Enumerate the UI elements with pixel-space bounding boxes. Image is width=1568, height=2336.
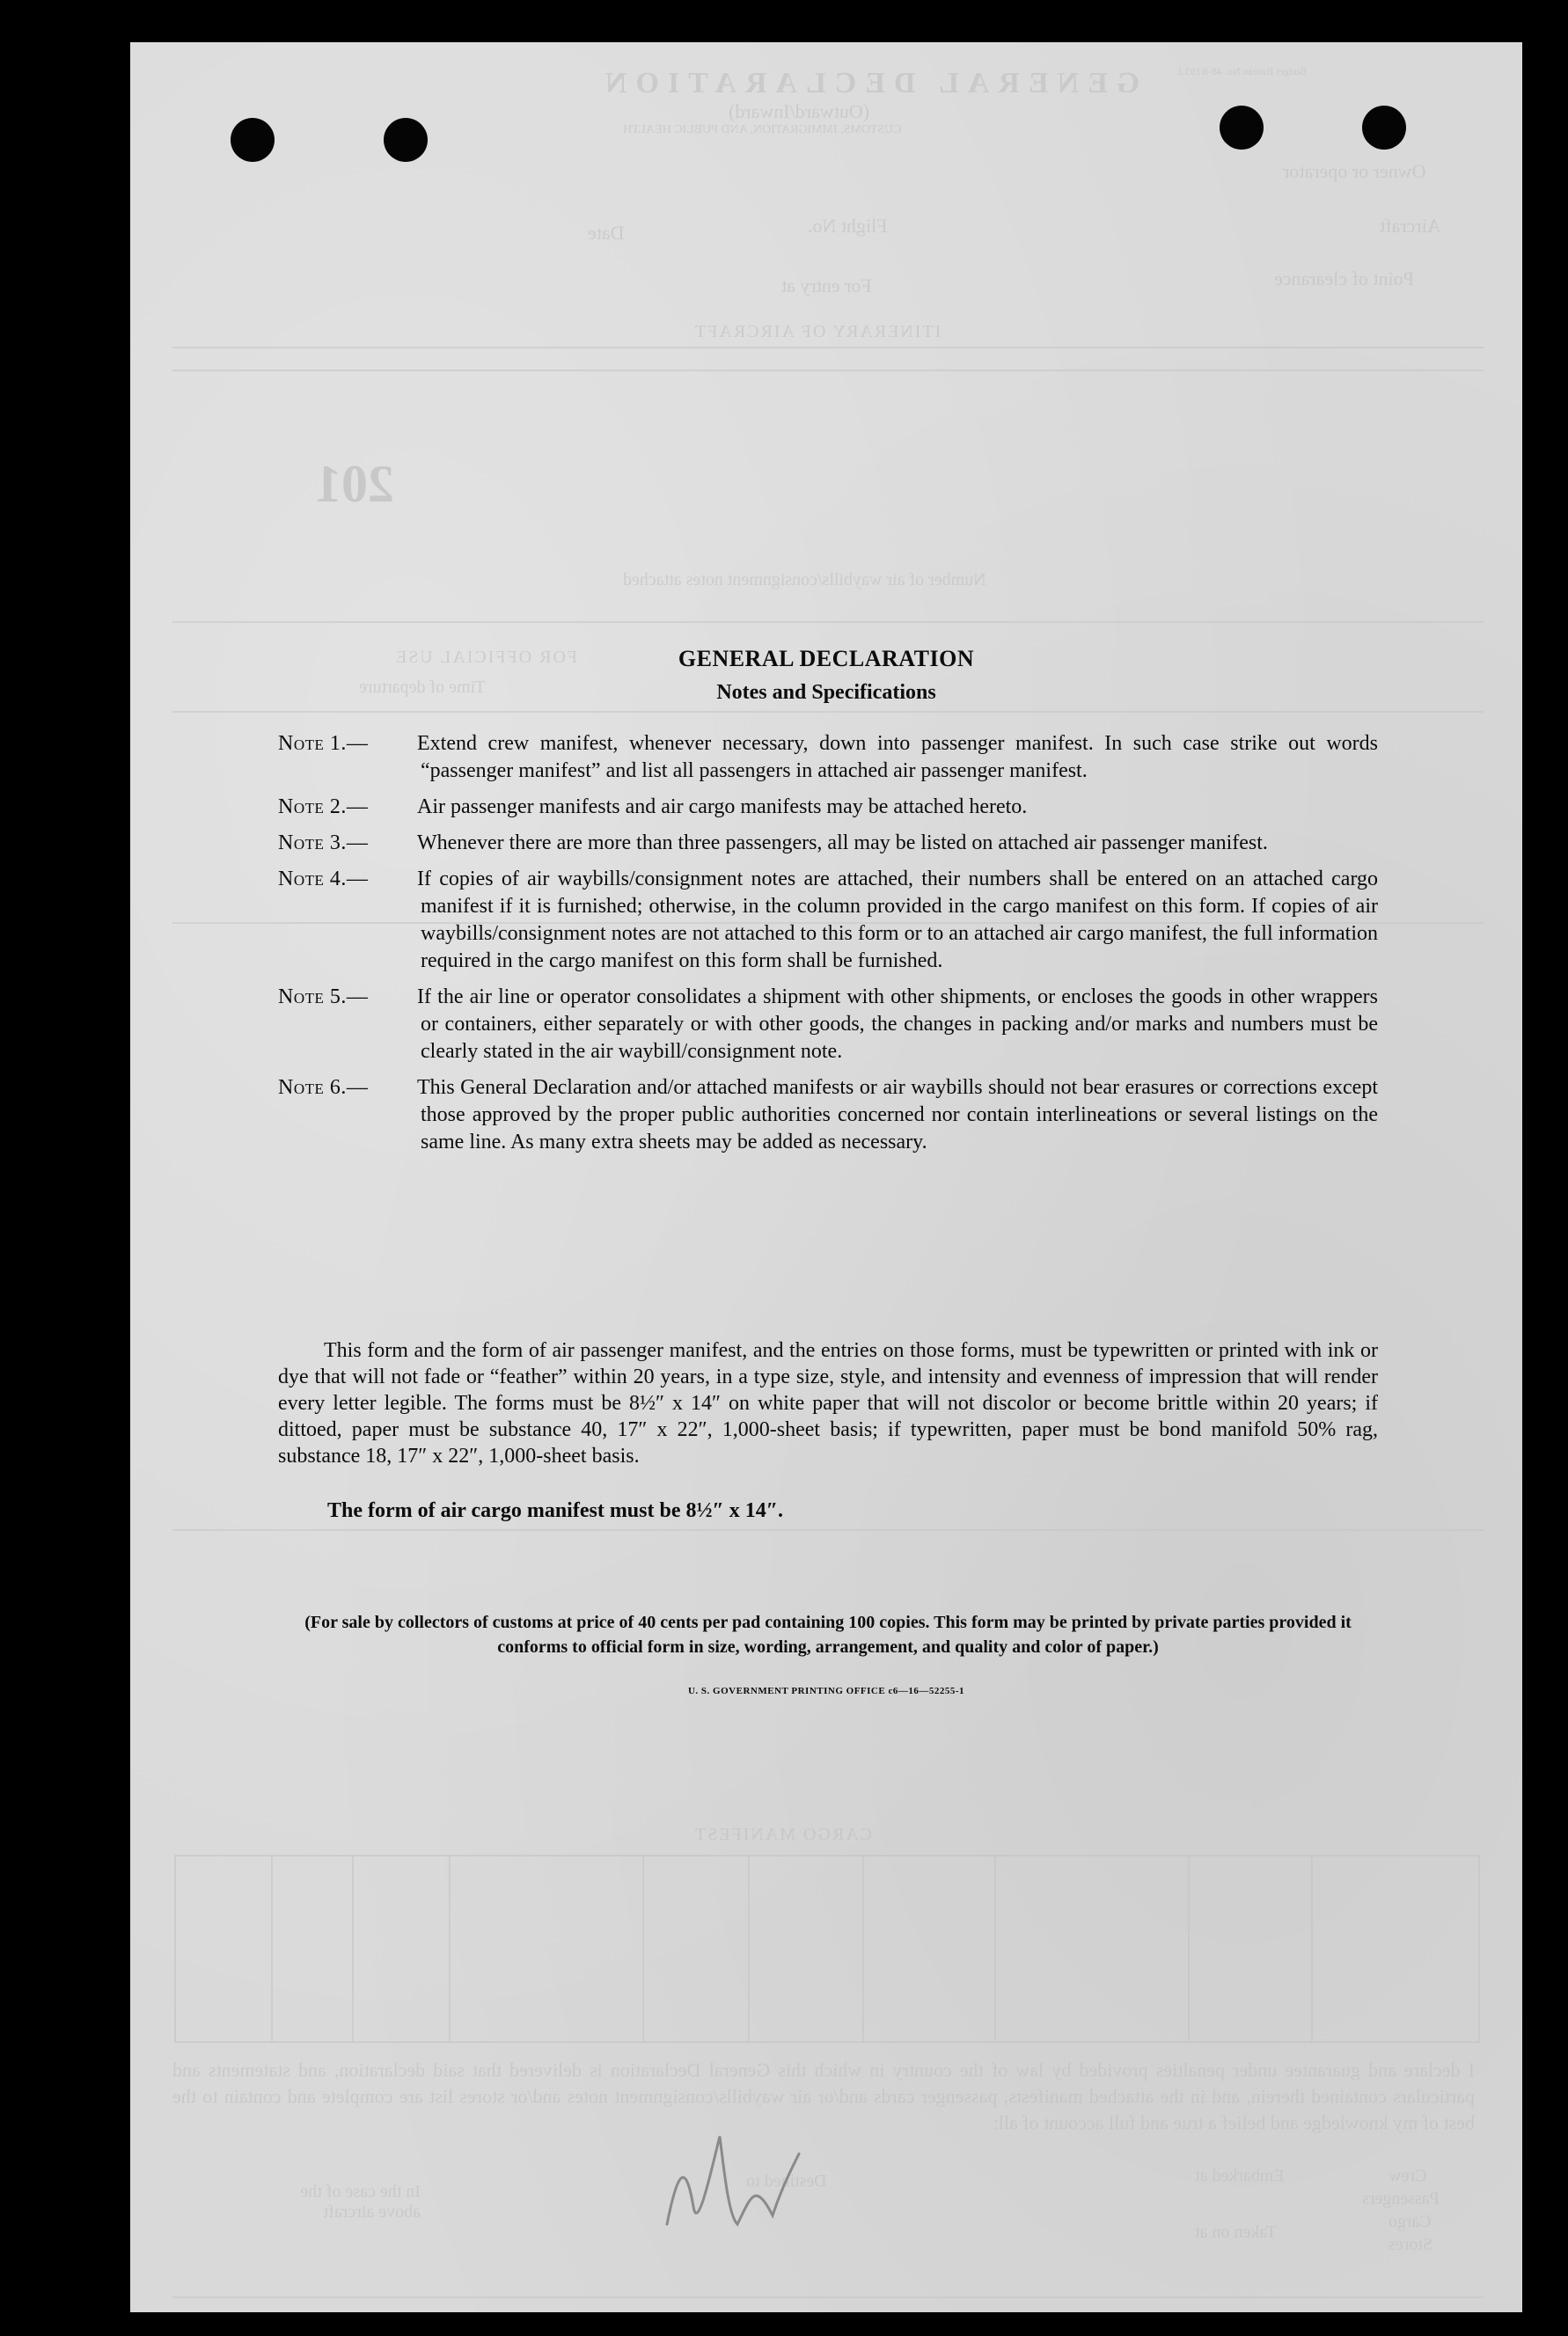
note-item: Note 1.— Extend crew manifest, whenever necessary, down into passenger manifest. In such case strike out words “passenger manifest” and list all passengers in attached air passenger manifest. bbox=[278, 730, 1378, 785]
page-subtitle: Notes and Specifications bbox=[716, 681, 936, 704]
bleed-label: ITINERARY OF AIRCRAFT bbox=[693, 322, 942, 341]
note-text: If the air line or operator consolidates a shipment with other shipments, or encloses the goods in other wrappers or containers, either separately or with other goods, the changes in packing and/or marks and numbers must be clearly stated in the air waybill/consignment note. bbox=[417, 985, 1378, 1063]
bleed-label: Taken on at bbox=[1195, 2222, 1278, 2242]
bleed-label: Embarked at bbox=[1195, 2166, 1285, 2186]
bleed-header-agency: CUSTOMS, IMMIGRATION, AND PUBLIC HEALTH bbox=[623, 123, 902, 136]
bleed-header-sub: (Outward/Inward) bbox=[729, 100, 870, 122]
note-label: Note 2. bbox=[278, 795, 347, 818]
bleed-header-title: GENERAL DECLARATION bbox=[597, 67, 1140, 99]
bleed-label: Owner or operator bbox=[1283, 160, 1426, 182]
cargo-manifest-size-note: The form of air cargo manifest must be 8½″ x 14″. bbox=[327, 1499, 783, 1522]
bleed-label: FOR OFFICIAL USE bbox=[394, 648, 577, 667]
note-label: Note 5. bbox=[278, 985, 347, 1008]
form-specification-paragraph: This form and the form of air passenger manifest, and the entries on those forms, must be typewritten or printed with ink or dye that will not fade or “feather” within 20 years, in a type size, style, and intensity and evenness of impression that will render every letter legible. The forms must be 8½″ x 14″ on white paper that will not discolor or become brittle within 20 years; if dittoed, paper must be substance 40, 17″ x 22″, 1,000-sheet basis; if typewritten, paper must be bond manifold 50% rag, substance 18, 17″ x 22″, 1,000-sheet basis. bbox=[278, 1339, 1378, 1468]
note-text: Whenever there are more than three passengers, all may be listed on attached air passenger manifest. bbox=[417, 831, 1268, 854]
note-item: Note 3.— Whenever there are more than three passengers, all may be listed on attached air passenger manifest. bbox=[278, 830, 1378, 857]
bleed-form-no: Budget Bureau No. 48-R193.1 bbox=[1177, 65, 1307, 77]
bleed-label: CARGO MANIFEST bbox=[693, 1825, 873, 1844]
declaration-notes bbox=[130, 42, 1522, 2312]
printing-office-line: U. S. GOVERNMENT PRINTING OFFICE c6—16—52255-1 bbox=[687, 1686, 964, 1696]
page-title: GENERAL DECLARATION bbox=[678, 646, 975, 671]
note-text: Extend crew manifest, whenever necessary, down into passenger manifest. In such case strike out words “passenger manifest” and list all passengers in attached air passenger manifest. bbox=[417, 732, 1378, 782]
bleed-label: Flight No. bbox=[808, 215, 888, 237]
note-label: Note 3. bbox=[278, 831, 347, 854]
bleed-label: Date bbox=[588, 222, 625, 244]
note-item: Note 5.— If the air line or operator consolidates a shipment with other shipments, or encloses the goods in other wrappers or containers, either separately or with other goods, the changes in packing and/or marks and numbers must be clearly stated in the air waybill/consignment note. bbox=[278, 984, 1378, 1065]
bleed-label: Aircraft bbox=[1380, 215, 1441, 237]
bleed-label: Cargo bbox=[1388, 2212, 1432, 2231]
bleed-stamp-number: 201 bbox=[315, 455, 394, 513]
note-text: If copies of air waybills/consignment notes are attached, their numbers shall be entered on an attached cargo manifest if it is furnished; otherwise, in the column provided in the cargo manifest on this form. If copies of air waybills/consignment notes are not attached to this form or to an attached air cargo manifest, the full information required in the cargo manifest on this form shall be furnished. bbox=[417, 868, 1378, 972]
note-item: Note 2.— Air passenger manifests and air cargo manifests may be attached hereto. bbox=[278, 794, 1378, 821]
notes-list bbox=[278, 730, 1378, 1165]
document-page bbox=[130, 42, 1522, 2312]
bleed-label: Crew bbox=[1388, 2166, 1427, 2186]
sale-notice: (For sale by collectors of customs at price of 40 cents per pad containing 100 copies. This form may be printed by private parties provided it conforms to official form in size, wording, arrangement, and quality and color of paper.) bbox=[304, 1613, 1352, 1657]
bleed-label: In the case of the above aircraft bbox=[300, 2182, 421, 2222]
bleed-label: Point of clearance bbox=[1274, 267, 1414, 289]
signature-mark bbox=[649, 2119, 808, 2251]
bleed-label: Destined to bbox=[746, 2171, 827, 2191]
note-label: Note 6. bbox=[278, 1076, 347, 1099]
note-item: Note 6.— This General Declaration and/or attached manifests or air waybills should not bear erasures or corrections except those approved by the proper public authorities concerned nor contain interlineations or several listings on the same line. As many extra sheets may be added as necessary. bbox=[278, 1074, 1378, 1156]
note-item: Note 4.— If copies of air waybills/consignment notes are attached, their numbers shall be entered on an attached cargo manifest if it is furnished; otherwise, in the column provided in the cargo manifest on this form. If copies of air waybills/consignment notes are not attached to this form or to an attached air cargo manifest, the full information required in the cargo manifest on this form shall be furnished. bbox=[278, 866, 1378, 975]
bleed-declaration: I declare and guarantee under penalties provided by law of the country in which this General Declaration is delivered that said declaration, and statements and particulars contained therein, and in the attached manifests, passenger cards and/or air waybills/consignment notes and/or stores list are complete and contain to the best of my knowledge and belief a true and full account of all: bbox=[172, 2059, 1475, 2134]
bleed-label: Number of air waybills/consignment notes attached bbox=[623, 570, 986, 589]
bleed-label: For entry at bbox=[781, 275, 872, 297]
note-label: Note 4. bbox=[278, 868, 347, 890]
bleed-label: Stores bbox=[1388, 2235, 1432, 2254]
note-label: Note 1. bbox=[278, 732, 347, 755]
bleed-label: Time of departure bbox=[359, 677, 486, 697]
note-text: Air passenger manifests and air cargo manifests may be attached hereto. bbox=[417, 795, 1028, 818]
bleed-label: Passengers bbox=[1362, 2189, 1440, 2208]
note-text: This General Declaration and/or attached manifests or air waybills should not bear erasures or corrections except those approved by the proper public authorities concerned nor contain interlineations or several listings on the same line. As many extra sheets may be added as necessary. bbox=[417, 1076, 1378, 1153]
